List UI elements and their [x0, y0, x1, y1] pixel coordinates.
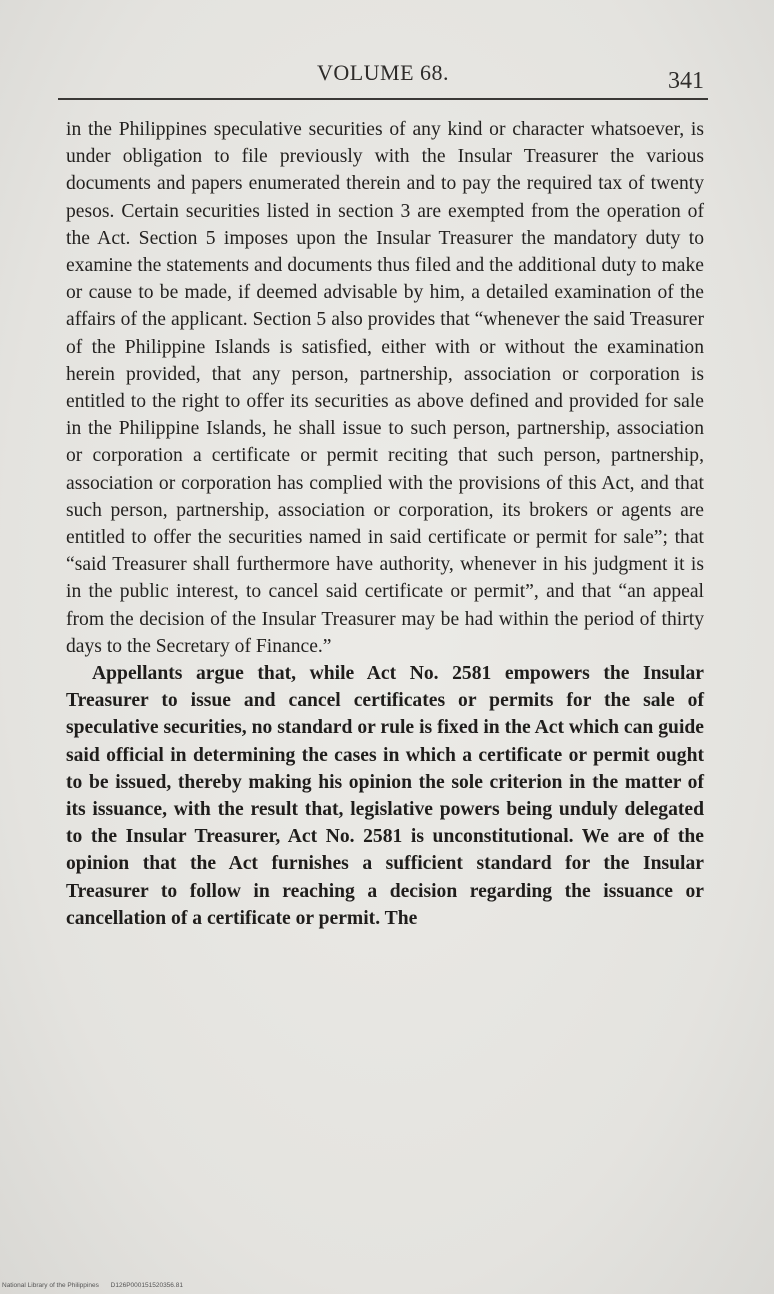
header-rule — [58, 98, 708, 100]
scan-identifier: D126P000151520356.81 — [110, 1282, 183, 1289]
scan-source: National Library of the Philippines — [2, 1282, 99, 1289]
page-header — [58, 52, 708, 98]
scan-credit — [2, 1282, 183, 1289]
paragraph: in the Philippines speculative securities of any kind or character whatsoever, is under obligation to file previously with the Insular Treasurer the various documents and papers enumerated therein and to pay the required tax of twenty pesos. Certain securities listed in section 3 are exempted from the operation of the Act. Section 5 imposes upon the Insular Treasurer the mandatory duty to examine the statements and documents thus filed and the additional duty to make or cause to be made, if deemed advisable by him, a detailed examination of the affairs of the applicant. Section 5 also provides that “whenever the said Treasurer of the Philippine Islands is satisfied, either with or without the examination herein provided, that any person, partnership, association or corporation is entitled to the right to offer its securities as above defined and provided for sale in the Philippine Islands, he shall issue to such person, partnership, association or corporation a certificate or permit reciting that such person, partnership, association or corporation has complied with the provisions of this Act, and that such person, partnership, association or corporation, its brokers or agents are entitled to offer the securities named in said certificate or permit for sale”; that “said Treasurer shall furthermore have authority, whenever in his judgment it is in the public interest, to cancel said certificate or permit”, and that “an appeal from the decision of the Insular Treasurer may be had within the period of thirty days to the Secretary of Finance.” — [66, 119, 704, 657]
page-number: 341 — [668, 68, 704, 94]
paragraph: Appellants argue that, while Act No. 2581 empowers the Insular Treasurer to issue and cancel certificates or permits for the sale of speculative securities, no standard or rule is fixed in the Act which can guide said official in determining the cases in which a certificate or permit ought to be issued, thereby making his opinion the sole criterion in the matter of its issuance, with the result that, legislative powers being unduly delegated to the Insular Treasurer, Act No. 2581 is unconstitutional. We are of the opinion that the Act furnishes a sufficient standard for the Insular Treasurer to follow in reaching a decision regarding the issuance or cancellation of a certificate or permit. The — [66, 663, 704, 929]
body-text — [66, 116, 704, 932]
running-head: VOLUME 68. — [316, 60, 450, 85]
